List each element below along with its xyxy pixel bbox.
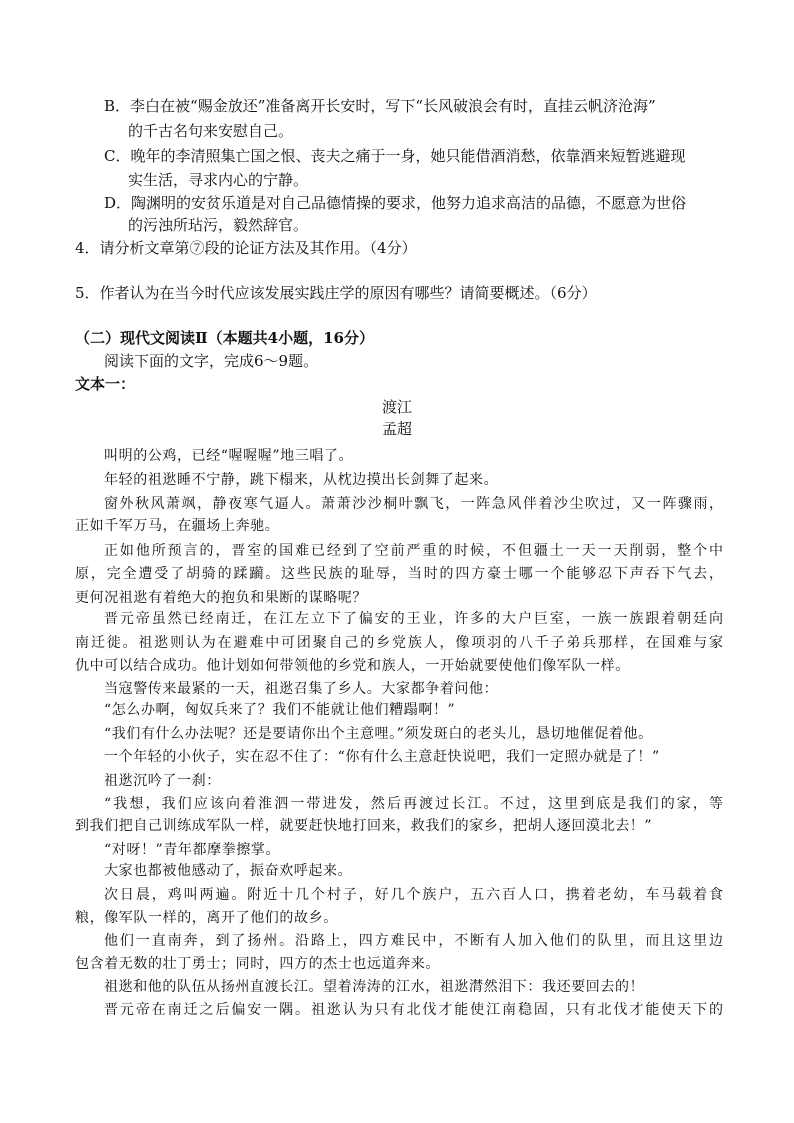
- story-line: 他们一直南奔，到了扬州。沿路上，四方难民中，不断有人加入他们的队里，而且这里边: [104, 933, 723, 949]
- story-line: 一个年轻的小伙子，实在忍不住了：“你有什么主意赶快说吧，我们一定照办就是了！”: [104, 749, 660, 765]
- story-line: 当寇警传来最紧的一天，祖逖召集了乡人。大家都争着问他：: [104, 681, 499, 697]
- story-line: 南迁徙。祖逖则认为在避难中可团聚自己的乡党族人，像项羽的八千子弟兵那样，在国难与家: [75, 635, 723, 651]
- story-line: “对呀！”青年都摩拳擦掌。: [104, 842, 281, 858]
- option-d-line1: D．陶渊明的安贫乐道是对自己品德情操的要求，他努力追求高洁的品德，不愿意为世俗: [104, 194, 687, 212]
- story-line: 叫明的公鸡，已经“喔喔喔”地三唱了。: [104, 448, 354, 464]
- story-line: 祖逖沉吟了一刹：: [104, 773, 221, 789]
- story-line: 粮，像军队一样的，离开了他们的故乡。: [75, 910, 338, 926]
- story-line: 窗外秋风萧飒，静夜寒气逼人。萧萧沙沙桐叶飘飞，一阵急风伴着沙尘吹过，又一阵骤雨，: [104, 496, 723, 512]
- story-line: 正如千军万马，在疆场上奔驰。: [75, 518, 280, 534]
- text-label: 文本一：: [75, 375, 136, 393]
- question-4: 4．请分析文章第⑦段的论证方法及其作用。（4分）: [75, 239, 417, 257]
- section-heading: （二）现代文阅读Ⅱ（本题共4小题，16分）: [75, 329, 374, 347]
- story-line: “我们有什么办法呢？还是要请你出个主意哩。”须发斑白的老头儿，恳切地催促着他。: [104, 726, 653, 742]
- section-instruction: 阅读下面的文字，完成6～9题。: [104, 352, 319, 370]
- story-line: “怎么办啊，匈奴兵来了？我们不能就让他们糟蹋啊！”: [104, 702, 456, 718]
- story-line: 原，完全遭受了胡骑的蹂躏。这些民族的耻辱，当时的四方豪士哪一个能够忍下声吞下气去，: [75, 566, 723, 582]
- option-b-line1: B．李白在被“赐金放还”准备离开长安时，写下“长风破浪会有时，直挂云帆济沧海”: [104, 97, 656, 115]
- story-line: 仇中可以结合成功。他计划如何带领他的乡党和族人，一开始就要使他们像军队一样。: [75, 658, 630, 674]
- story-line: 晋元帝虽然已经南迁，在江左立下了偏安的王业，许多的大户巨室，一族一族跟着朝廷向: [104, 611, 723, 627]
- option-c-line1: C．晚年的李清照集亡国之恨、丧夫之痛于一身，她只能借酒消愁，依靠酒来短暂逃避现: [104, 147, 686, 165]
- story-line: 晋元帝在南迁之后偏安一隅。祖逖认为只有北伐才能使江南稳固，只有北伐才能使天下的: [104, 1002, 723, 1018]
- story-line: 年轻的祖逖睡不宁静，跳下榻来，从枕边摸出长剑舞了起来。: [104, 472, 499, 488]
- question-5: 5．作者认为在当今时代应该发展实践庄学的原因有哪些？请简要概述。（6分）: [75, 284, 597, 302]
- story-line: 正如他所预言的，晋室的国难已经到了空前严重的时候，不但疆土一天一天削弱，整个中: [104, 543, 723, 559]
- story-title: 渡江: [381, 398, 412, 416]
- story-line: 次日晨，鸡叫两遍。附近十几个村子，好几个族户，五六百人口，携着老幼，车马载着食: [104, 887, 723, 903]
- story-line: 更何况祖逖有着绝大的抱负和果断的谋略呢？: [75, 590, 367, 606]
- story-line: 包含着无数的壮丁勇士；同时，四方的杰士也远道奔来。: [75, 956, 440, 972]
- story-author: 孟超: [381, 420, 412, 438]
- story-line: 大家也都被他感动了，振奋欢呼起来。: [104, 863, 353, 879]
- story-line: 到我们把自己训练成军队一样，就要赶快地打回来，救我们的家乡，把胡人逐回漠北去！”: [75, 818, 653, 834]
- option-c-line2: 实生活，寻求内心的宁静。: [128, 171, 309, 189]
- option-d-line2: 的污浊所玷污，毅然辞官。: [128, 216, 309, 234]
- option-b-line2: 的千古名句来安慰自己。: [128, 122, 294, 140]
- story-line: 祖逖和他的队伍从扬州直渡长江。望着涛涛的江水，祖逖潸然泪下：我还要回去的！: [104, 979, 645, 995]
- story-line: “我想，我们应该向着淮泗一带进发，然后再渡过长江。不过，这里到底是我们的家，等: [104, 796, 723, 812]
